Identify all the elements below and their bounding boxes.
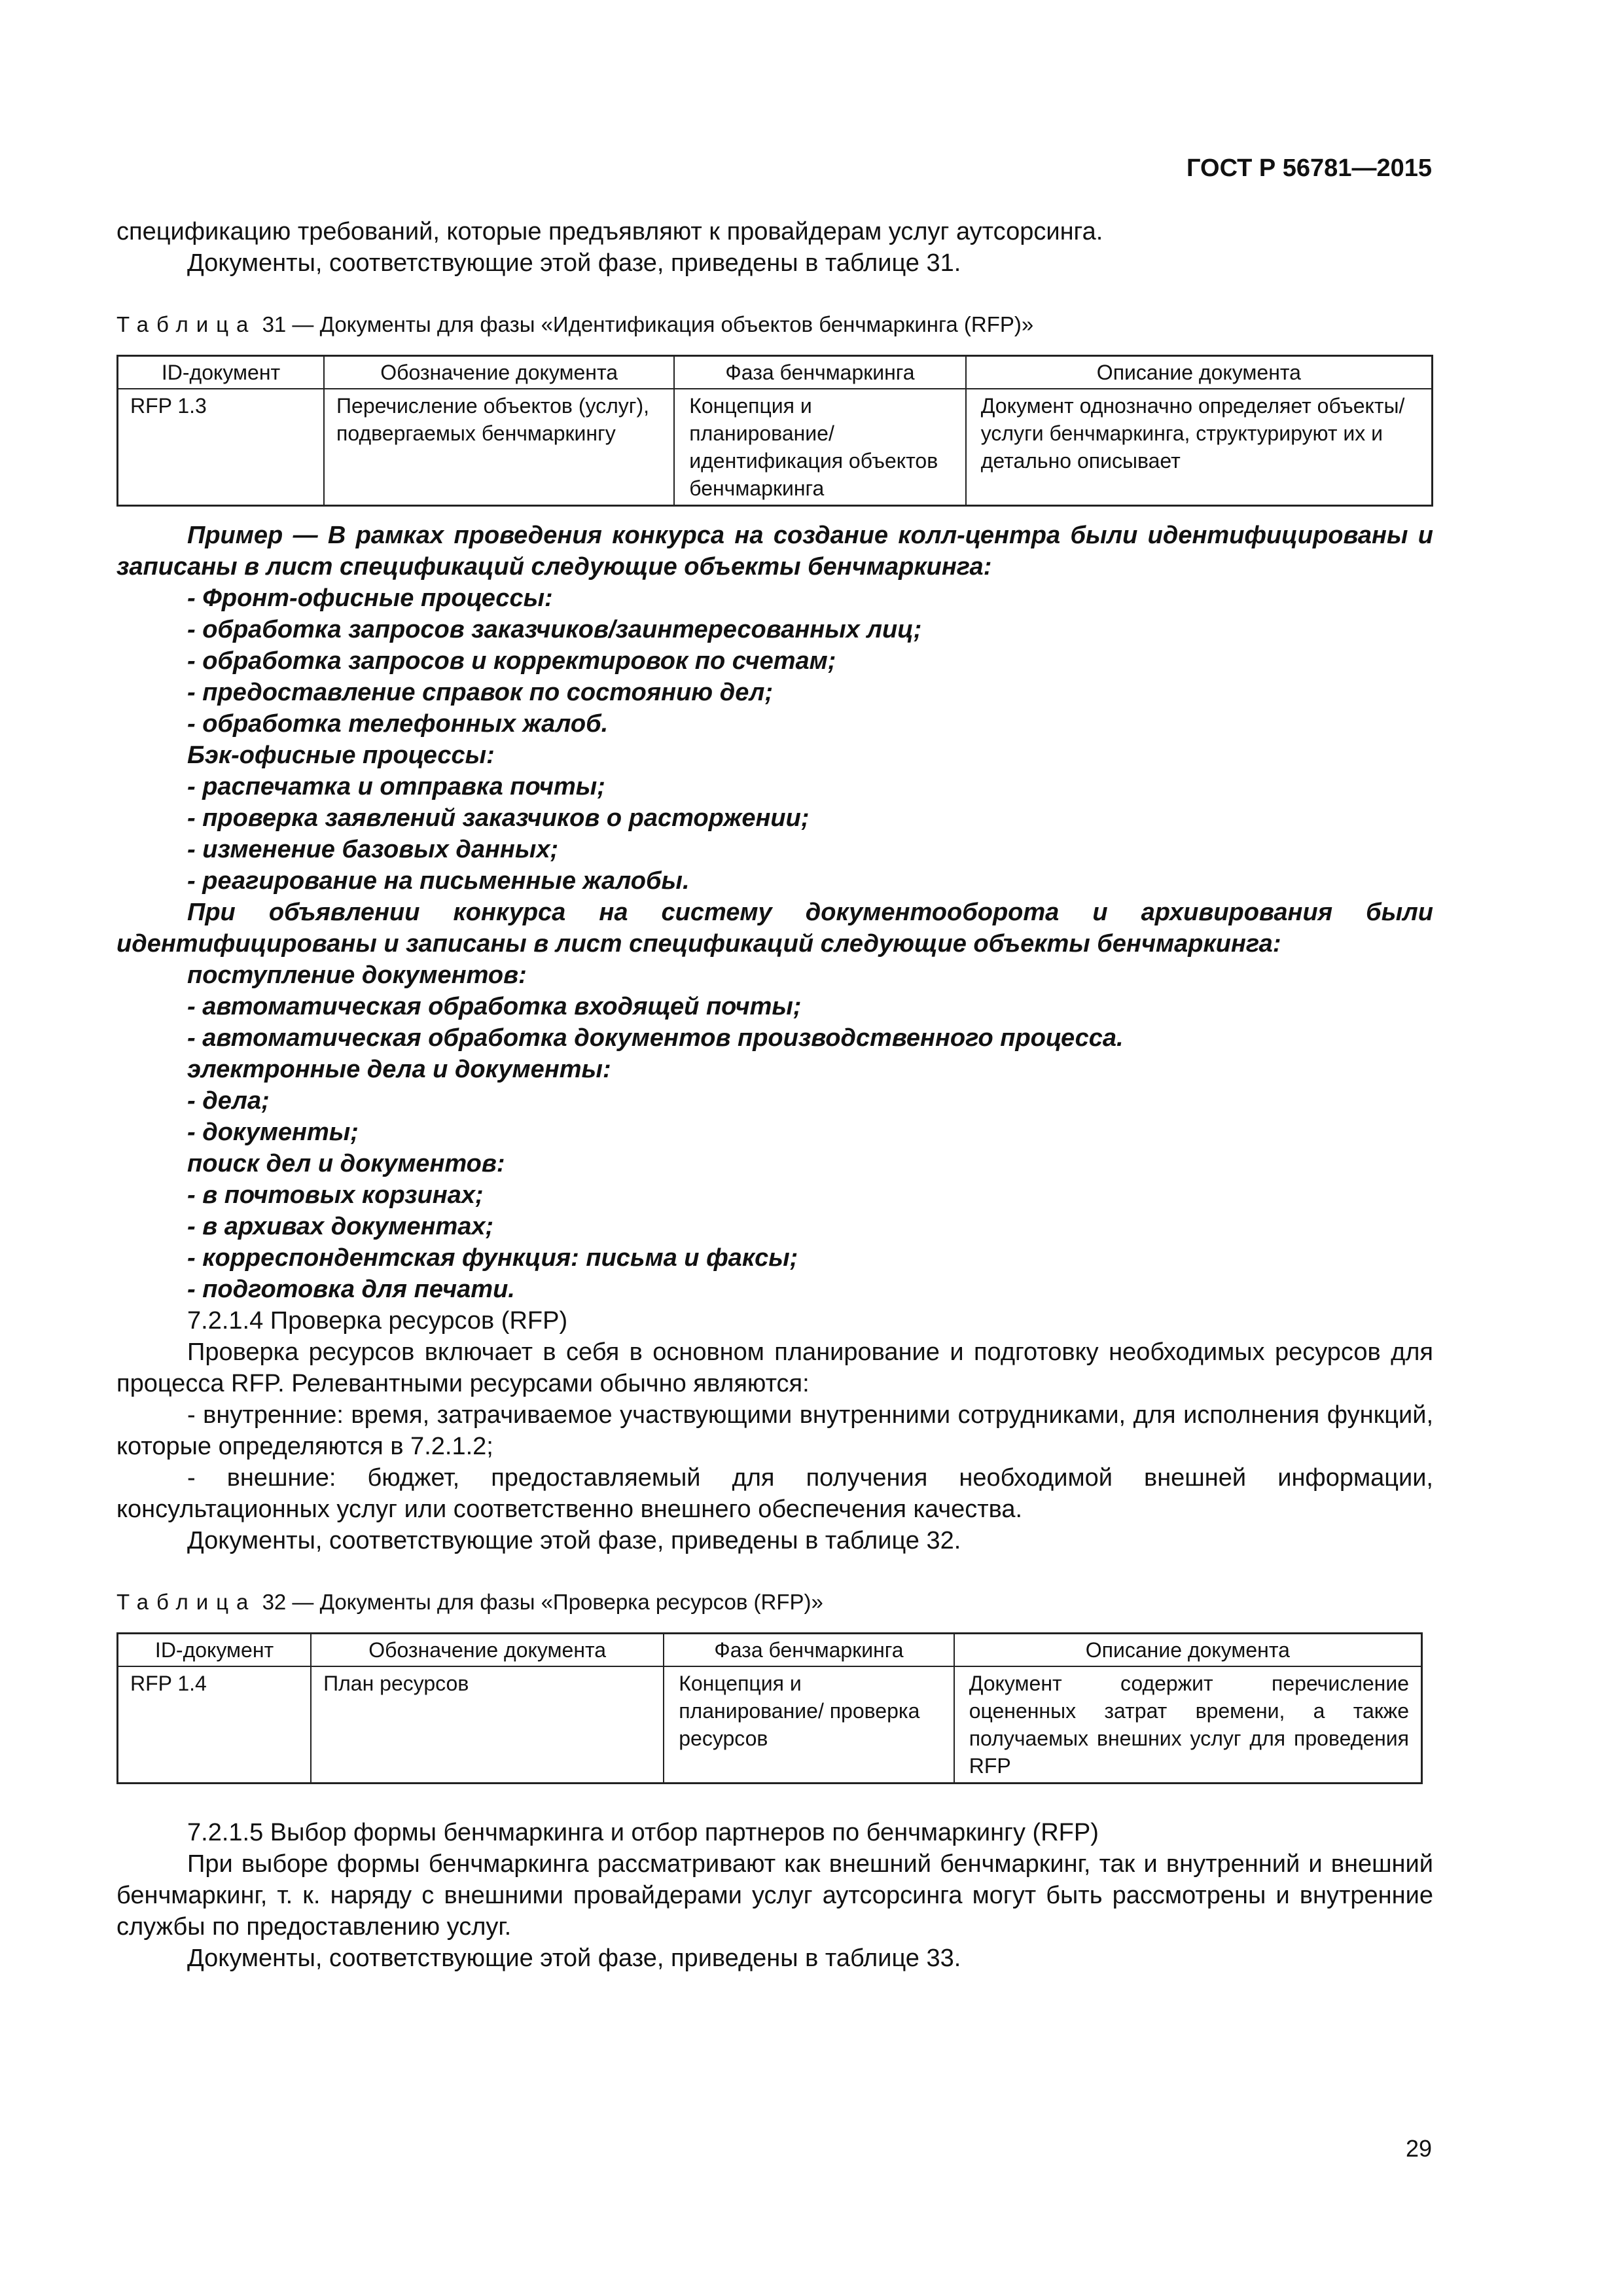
table32-caption xyxy=(116,1589,1433,1615)
column-header: Описание документа xyxy=(966,356,1433,389)
column-header: Описание документа xyxy=(954,1634,1422,1667)
table-cell: Документ содержит перечисление оцененных затрат времени, а также получаемых внешних услуг для проведения RFP xyxy=(954,1666,1422,1784)
example-line: - реагирование на письменные жалобы. xyxy=(187,867,690,895)
intro-line: спецификацию требований, которые предъявляют к провайдерам услуг аутсорсинга. xyxy=(116,218,1103,245)
table-header-row xyxy=(118,356,1433,389)
example-line: - автоматическая обработка входящей почты; xyxy=(187,993,802,1020)
table-header-row xyxy=(118,1634,1422,1667)
example-line: - распечатка и отправка почты; xyxy=(187,773,605,800)
intro-reference: Документы, соответствующие этой фазе, приведены в таблице 31. xyxy=(187,249,961,277)
example-line: - предоставление справок по состоянию дел; xyxy=(187,679,774,706)
example-line: - Фронт-офисные процессы: xyxy=(187,584,553,612)
example-line: - обработка запросов заказчиков/заинтересованных лиц; xyxy=(187,616,922,643)
example-line: - обработка телефонных жалоб. xyxy=(187,710,609,738)
example-line: - проверка заявлений заказчиков о расторжении; xyxy=(187,804,810,832)
table-cell: Документ однозначно определяет объекты/услуги бенчмаркинга, структурируют их и детально описывает xyxy=(966,389,1433,506)
example-line: электронные дела и документы: xyxy=(187,1056,611,1083)
column-header: Фаза бенчмаркинга xyxy=(664,1634,954,1667)
example-line: Бэк-офисные процессы: xyxy=(187,742,495,769)
section-paragraph: Проверка ресурсов включает в себя в основном планирование и подготовку необходимых ресурсов для процесса RFP. Релевантными ресурсами обычно являются: xyxy=(116,1338,1433,1397)
table-cell: Концепция и планирование/ проверка ресурсов xyxy=(664,1666,954,1784)
section-paragraph: При выборе формы бенчмаркинга рассматривают как внешний бенчмаркинг, так и внутренний и внешний бенчмаркинг, т. к. наряду с внешними провайдерами услуг аутсорсинга могут быть рассмотрены и внутренние службы по предоставлению услуг. xyxy=(116,1850,1433,1941)
table-cell: RFP 1.4 xyxy=(118,1666,312,1784)
example-line: - в почтовых корзинах; xyxy=(187,1181,484,1209)
column-header: Обозначение документа xyxy=(311,1634,664,1667)
table-31 xyxy=(116,355,1433,507)
table-caption-text: 31 — Документы для фазы «Идентификация объектов бенчмаркинга (RFP)» xyxy=(262,312,1034,336)
table-cell: План ресурсов xyxy=(311,1666,664,1784)
table-caption-text: 32 — Документы для фазы «Проверка ресурсов (RFP)» xyxy=(262,1590,823,1614)
table-cell: Концепция и планирование/ идентификация объектов бенчмаркинга xyxy=(674,389,966,506)
example-paragraph: При объявлении конкурса на систему документооборота и архивирования были идентифицированы и записаны в лист спецификаций следующие объекты бенчмаркинга: xyxy=(116,899,1433,958)
table-row xyxy=(118,389,1433,506)
example-line: - дела; xyxy=(187,1087,270,1115)
example-line: поиск дел и документов: xyxy=(187,1150,505,1177)
column-header: Фаза бенчмаркинга xyxy=(674,356,966,389)
example-block xyxy=(116,520,1433,1305)
table-cell: Перечисление объектов (услуг), подвергаемых бенчмаркингу xyxy=(324,389,674,506)
page-content xyxy=(116,216,1433,1974)
column-header: Обозначение документа xyxy=(324,356,674,389)
column-header: ID-документ xyxy=(118,1634,312,1667)
page-number: 29 xyxy=(1405,2135,1432,2162)
example-line: поступление документов: xyxy=(187,961,527,989)
column-header: ID-документ xyxy=(118,356,325,389)
section-paragraph: - внешние: бюджет, предоставляемый для получения необходимой внешней информации, консультационных услуг или соответственно внешнего обеспечения качества. xyxy=(116,1464,1433,1523)
example-line: - изменение базовых данных; xyxy=(187,836,559,863)
example-line: - обработка запросов и корректировок по счетам; xyxy=(187,647,836,675)
section-paragraph: Документы, соответствующие этой фазе, приведены в таблице 33. xyxy=(187,1945,961,1972)
table31-caption xyxy=(116,312,1433,338)
example-line: - документы; xyxy=(187,1119,359,1146)
table-row xyxy=(118,1666,1422,1784)
table-32 xyxy=(116,1632,1423,1784)
example-line: - подготовка для печати. xyxy=(187,1276,515,1303)
table-cell: RFP 1.3 xyxy=(118,389,325,506)
section-title: 7.2.1.5 Выбор формы бенчмаркинга и отбор партнеров по бенчмаркингу (RFP) xyxy=(187,1819,1099,1846)
section-paragraph: - внутренние: время, затрачиваемое участвующими внутренними сотрудниками, для исполнения функций, которые определяются в 7.2.1.2; xyxy=(116,1401,1433,1460)
example-line: - корреспондентская функция: письма и факсы; xyxy=(187,1244,798,1272)
example-line: - в архивах документах; xyxy=(187,1213,494,1240)
section-paragraph: Документы, соответствующие этой фазе, приведены в таблице 32. xyxy=(187,1527,961,1554)
section-title: 7.2.1.4 Проверка ресурсов (RFP) xyxy=(187,1307,568,1335)
example-paragraph: Пример — В рамках проведения конкурса на создание колл-центра были идентифицированы и записаны в лист спецификаций следующие объекты бенчмаркинга: xyxy=(116,522,1433,581)
table-caption-word: Таблица xyxy=(116,312,257,336)
document-header: ГОСТ Р 56781—2015 xyxy=(1186,154,1432,182)
example-line: - автоматическая обработка документов производственного процесса. xyxy=(187,1024,1124,1052)
table-caption-word: Таблица xyxy=(116,1590,257,1614)
